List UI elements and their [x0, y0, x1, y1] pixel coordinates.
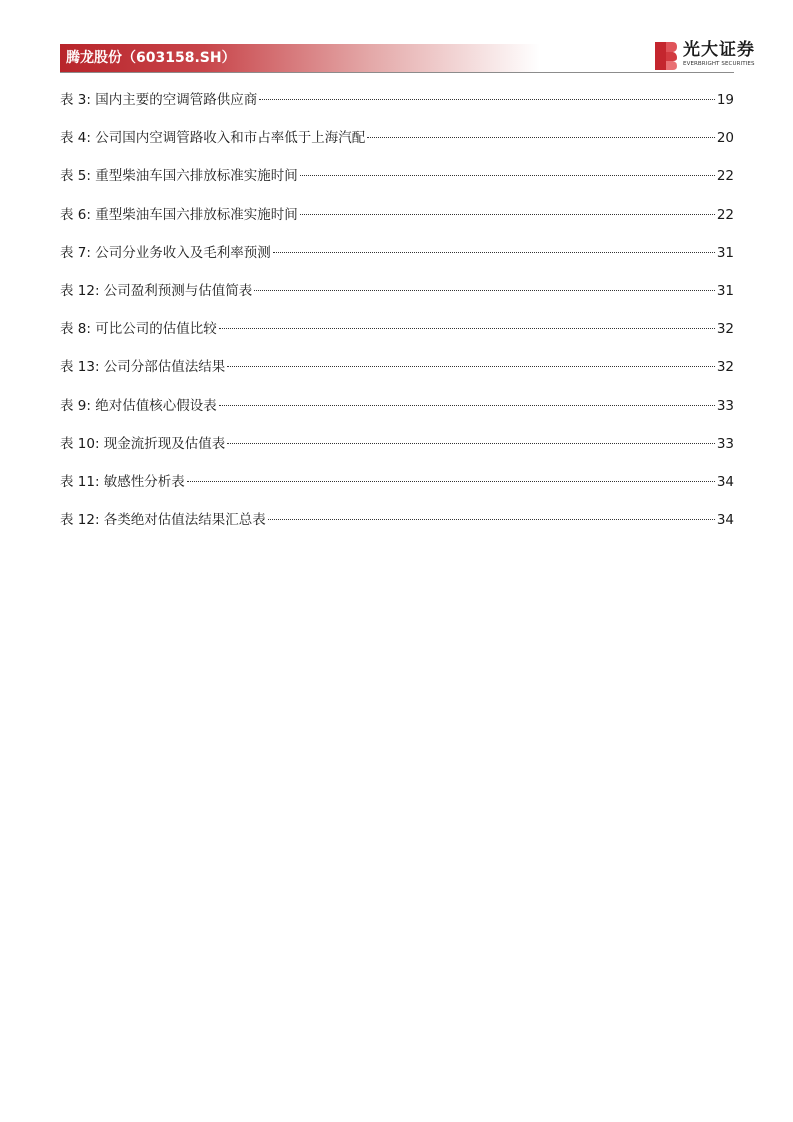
toc-leader-dots	[300, 201, 715, 215]
header-divider	[60, 72, 734, 73]
toc-entry-title: 表 13: 公司分部估值法结果	[60, 359, 226, 376]
toc-entry-page: 33	[716, 397, 734, 414]
toc-entry-title: 表 5: 重型柴油车国六排放标准实施时间	[60, 168, 298, 185]
toc-leader-dots	[254, 277, 715, 291]
toc-entry[interactable]	[60, 318, 734, 356]
toc-leader-dots	[268, 506, 715, 520]
toc-leader-dots	[187, 468, 715, 482]
toc-entry[interactable]	[60, 280, 734, 318]
everbright-logo-icon	[655, 42, 677, 70]
toc-entry[interactable]	[60, 433, 734, 471]
toc-leader-dots	[219, 315, 715, 329]
toc-entry[interactable]	[60, 471, 734, 509]
toc-entry-page: 31	[716, 244, 734, 261]
toc-entry-page: 22	[716, 168, 734, 185]
toc-entry-page: 32	[716, 321, 734, 338]
toc-entry[interactable]	[60, 165, 734, 203]
toc-entry-title: 表 4: 公司国内空调管路收入和市占率低于上海汽配	[60, 130, 366, 147]
toc-entry[interactable]	[60, 356, 734, 394]
toc-entry-page: 20	[716, 130, 734, 147]
toc-entry[interactable]	[60, 204, 734, 242]
toc-leader-dots	[367, 124, 715, 138]
toc-leader-dots	[273, 239, 715, 253]
toc-entry[interactable]	[60, 242, 734, 280]
toc-entry-page: 32	[716, 359, 734, 376]
toc-entry-page: 33	[716, 435, 734, 452]
toc-entry-title: 表 12: 各类绝对估值法结果汇总表	[60, 512, 266, 529]
toc-entry-title: 表 8: 可比公司的估值比较	[60, 321, 217, 338]
toc-entry-page: 22	[716, 206, 734, 223]
toc-entry-page: 34	[716, 473, 734, 490]
toc-entry-page: 31	[716, 282, 734, 299]
toc-leader-dots	[227, 430, 715, 444]
toc-entry-title: 表 12: 公司盈利预测与估值简表	[60, 282, 253, 299]
toc-entry[interactable]	[60, 395, 734, 433]
toc-entry-title: 表 6: 重型柴油车国六排放标准实施时间	[60, 206, 298, 223]
toc-entry-page: 19	[716, 92, 734, 108]
toc-entry-title: 表 3: 国内主要的空调管路供应商	[60, 92, 258, 108]
toc-leader-dots	[219, 392, 715, 406]
toc-entry-title: 表 11: 敏感性分析表	[60, 473, 185, 490]
toc-entry[interactable]	[60, 127, 734, 165]
toc-entry-title: 表 9: 绝对估值核心假设表	[60, 397, 217, 414]
logo-chinese-name: 光大证券	[683, 40, 755, 60]
toc-entry-title: 表 7: 公司分业务收入及毛利率预测	[60, 244, 271, 261]
report-title: 腾龙股份（603158.SH）	[66, 50, 236, 66]
toc-leader-dots	[300, 162, 715, 176]
toc-entry[interactable]	[60, 89, 734, 127]
brand-logo	[655, 40, 755, 72]
toc-entry[interactable]	[60, 509, 734, 547]
toc-leader-dots	[259, 86, 715, 100]
logo-english-name: EVERBRIGHT SECURITIES	[683, 61, 755, 67]
toc-entry-title: 表 10: 现金流折现及估值表	[60, 435, 226, 452]
toc-leader-dots	[227, 353, 715, 367]
toc-entry-page: 34	[716, 512, 734, 529]
table-of-figures	[60, 89, 734, 547]
